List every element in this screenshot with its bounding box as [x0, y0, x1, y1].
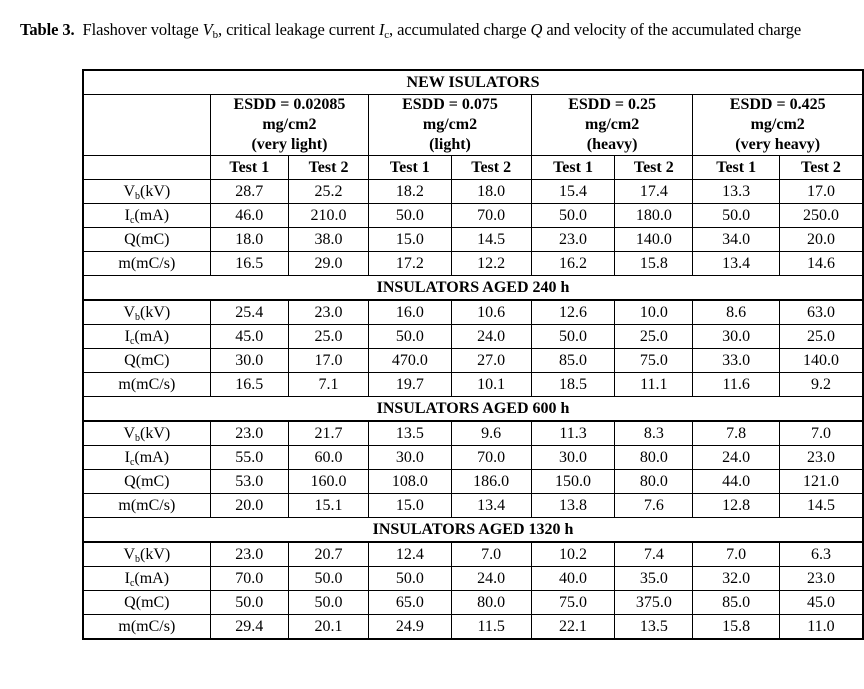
- value-cell: 13.4: [693, 252, 780, 276]
- value-cell: 15.0: [369, 494, 451, 518]
- value-cell: 375.0: [615, 591, 693, 615]
- section-title-row: [83, 397, 863, 422]
- value-cell: 186.0: [451, 470, 531, 494]
- value-cell: 24.0: [451, 325, 531, 349]
- value-cell: 16.2: [531, 252, 614, 276]
- value-cell: 10.0: [615, 300, 693, 325]
- esdd-header: [210, 95, 368, 156]
- value-cell: 13.5: [369, 421, 451, 446]
- value-cell: 25.2: [288, 180, 368, 204]
- value-cell: 50.0: [369, 204, 451, 228]
- test-header-row: [83, 156, 863, 180]
- table-row: [83, 325, 863, 349]
- value-cell: 15.4: [531, 180, 614, 204]
- param-symbol: Q: [124, 593, 136, 611]
- value-cell: 17.4: [615, 180, 693, 204]
- table-row: [83, 567, 863, 591]
- param-label: [83, 325, 210, 349]
- value-cell: 30.0: [693, 325, 780, 349]
- param-symbol: V: [123, 182, 136, 200]
- value-cell: 25.0: [615, 325, 693, 349]
- param-symbol: Q: [124, 351, 136, 369]
- value-cell: 24.0: [451, 567, 531, 591]
- param-unit: (mA): [134, 448, 170, 466]
- caption-i-sub: c: [384, 29, 390, 41]
- param-unit: (kV): [140, 182, 171, 200]
- caption-v-sub: b: [212, 29, 219, 41]
- esdd-header: [369, 95, 532, 156]
- caption-label: Table 3.: [20, 20, 75, 39]
- esdd-header-line3: (very light): [251, 136, 328, 153]
- value-cell: 11.1: [615, 373, 693, 397]
- table-row: [83, 421, 863, 446]
- value-cell: 13.5: [615, 615, 693, 640]
- param-symbol: Q: [124, 230, 136, 248]
- section-title: NEW ISULATORS: [83, 70, 863, 95]
- value-cell: 7.4: [615, 542, 693, 567]
- value-cell: 10.6: [451, 300, 531, 325]
- value-cell: 50.0: [531, 204, 614, 228]
- value-cell: 40.0: [531, 567, 614, 591]
- param-symbol: V: [123, 545, 136, 563]
- param-subscript: c: [129, 577, 135, 589]
- value-cell: 14.6: [779, 252, 863, 276]
- value-cell: 18.2: [369, 180, 451, 204]
- value-cell: 17.0: [779, 180, 863, 204]
- param-subscript: b: [135, 190, 141, 202]
- esdd-header-line3: (very heavy): [735, 136, 821, 153]
- value-cell: 7.1: [288, 373, 368, 397]
- table-row: [83, 180, 863, 204]
- param-label: [83, 180, 210, 204]
- value-cell: 22.1: [531, 615, 614, 640]
- value-cell: 13.4: [451, 494, 531, 518]
- value-cell: 80.0: [615, 446, 693, 470]
- value-cell: 11.6: [693, 373, 780, 397]
- param-unit: (mC/s): [130, 617, 176, 635]
- value-cell: 34.0: [693, 228, 780, 252]
- param-symbol: I: [124, 448, 130, 466]
- value-cell: 50.0: [369, 325, 451, 349]
- value-cell: 180.0: [615, 204, 693, 228]
- value-cell: 12.6: [531, 300, 614, 325]
- test-header: Test 2: [288, 156, 368, 180]
- param-symbol: I: [124, 569, 130, 587]
- esdd-header-line1: ESDD = 0.075: [402, 96, 498, 113]
- table-row: [83, 204, 863, 228]
- value-cell: 210.0: [288, 204, 368, 228]
- value-cell: 18.0: [210, 228, 288, 252]
- param-label: [83, 300, 210, 325]
- value-cell: 50.0: [288, 591, 368, 615]
- param-subscript: b: [135, 553, 141, 565]
- value-cell: 19.7: [369, 373, 451, 397]
- section-title-row: [83, 276, 863, 301]
- esdd-header-line3: (heavy): [586, 136, 638, 153]
- section-title-row: [83, 518, 863, 543]
- value-cell: 20.1: [288, 615, 368, 640]
- value-cell: 85.0: [693, 591, 780, 615]
- param-subscript: c: [129, 335, 135, 347]
- value-cell: 29.0: [288, 252, 368, 276]
- caption-q-symbol: Q: [530, 20, 543, 39]
- section-title-row: [83, 70, 863, 95]
- value-cell: 25.0: [288, 325, 368, 349]
- empty-header-cell: [83, 95, 210, 156]
- value-cell: 23.0: [210, 542, 288, 567]
- param-label: [83, 228, 210, 252]
- value-cell: 75.0: [615, 349, 693, 373]
- param-symbol: m: [118, 496, 131, 514]
- table-row: [83, 591, 863, 615]
- value-cell: 16.5: [210, 252, 288, 276]
- param-label: [83, 615, 210, 640]
- value-cell: 14.5: [451, 228, 531, 252]
- value-cell: 12.8: [693, 494, 780, 518]
- esdd-header-line2: mg/cm2: [585, 116, 640, 133]
- value-cell: 17.2: [369, 252, 451, 276]
- value-cell: 21.7: [288, 421, 368, 446]
- value-cell: 7.0: [451, 542, 531, 567]
- table-row: [83, 252, 863, 276]
- esdd-header-line2: mg/cm2: [422, 116, 478, 133]
- value-cell: 15.1: [288, 494, 368, 518]
- param-label: [83, 252, 210, 276]
- test-header: Test 2: [779, 156, 863, 180]
- value-cell: 20.0: [779, 228, 863, 252]
- table-row: [83, 300, 863, 325]
- value-cell: 10.1: [451, 373, 531, 397]
- value-cell: 80.0: [615, 470, 693, 494]
- table-row: [83, 470, 863, 494]
- test-header: Test 2: [615, 156, 693, 180]
- value-cell: 20.0: [210, 494, 288, 518]
- value-cell: 20.7: [288, 542, 368, 567]
- param-unit: (mC/s): [130, 496, 176, 514]
- value-cell: 12.4: [369, 542, 451, 567]
- value-cell: 15.0: [369, 228, 451, 252]
- value-cell: 11.3: [531, 421, 614, 446]
- value-cell: 7.0: [779, 421, 863, 446]
- value-cell: 250.0: [779, 204, 863, 228]
- table-caption: [20, 20, 801, 40]
- value-cell: 150.0: [531, 470, 614, 494]
- value-cell: 55.0: [210, 446, 288, 470]
- value-cell: 50.0: [531, 325, 614, 349]
- param-symbol: Q: [124, 472, 136, 490]
- esdd-header-line1: ESDD = 0.25: [568, 96, 656, 113]
- table-row: [83, 228, 863, 252]
- test-header: Test 1: [210, 156, 288, 180]
- value-cell: 12.2: [451, 252, 531, 276]
- value-cell: 9.2: [779, 373, 863, 397]
- value-cell: 45.0: [210, 325, 288, 349]
- param-symbol: V: [123, 303, 136, 321]
- caption-text-before: Flashover voltage: [82, 20, 203, 39]
- esdd-header-row: [83, 95, 863, 156]
- value-cell: 50.0: [693, 204, 780, 228]
- param-symbol: I: [124, 327, 130, 345]
- table-row: [83, 615, 863, 640]
- value-cell: 13.8: [531, 494, 614, 518]
- value-cell: 44.0: [693, 470, 780, 494]
- value-cell: 140.0: [615, 228, 693, 252]
- value-cell: 6.3: [779, 542, 863, 567]
- value-cell: 32.0: [693, 567, 780, 591]
- value-cell: 46.0: [210, 204, 288, 228]
- table-row: [83, 542, 863, 567]
- value-cell: 8.3: [615, 421, 693, 446]
- esdd-header: [531, 95, 693, 156]
- value-cell: 60.0: [288, 446, 368, 470]
- param-unit: (mC/s): [130, 254, 176, 272]
- param-label: [83, 542, 210, 567]
- test-header: Test 1: [693, 156, 780, 180]
- value-cell: 470.0: [369, 349, 451, 373]
- value-cell: 17.0: [288, 349, 368, 373]
- value-cell: 45.0: [779, 591, 863, 615]
- value-cell: 23.0: [288, 300, 368, 325]
- value-cell: 28.7: [210, 180, 288, 204]
- esdd-header-line2: mg/cm2: [262, 116, 317, 133]
- param-symbol: m: [118, 254, 131, 272]
- caption-text-mid2: , accumulated charge: [389, 20, 531, 39]
- test-header: Test 1: [369, 156, 451, 180]
- param-unit: (mC): [135, 472, 170, 490]
- value-cell: 33.0: [693, 349, 780, 373]
- value-cell: 121.0: [779, 470, 863, 494]
- value-cell: 70.0: [451, 204, 531, 228]
- param-unit: (mC): [135, 351, 170, 369]
- table-body: [83, 70, 863, 639]
- param-symbol: I: [124, 206, 130, 224]
- section-title: INSULATORS AGED 240 h: [83, 276, 863, 301]
- value-cell: 11.5: [451, 615, 531, 640]
- param-label: [83, 494, 210, 518]
- value-cell: 65.0: [369, 591, 451, 615]
- value-cell: 7.0: [693, 542, 780, 567]
- value-cell: 35.0: [615, 567, 693, 591]
- value-cell: 25.4: [210, 300, 288, 325]
- value-cell: 30.0: [369, 446, 451, 470]
- caption-v-symbol: V: [202, 20, 213, 39]
- param-unit: (mC): [135, 593, 170, 611]
- value-cell: 75.0: [531, 591, 614, 615]
- param-label: [83, 591, 210, 615]
- param-label: [83, 567, 210, 591]
- value-cell: 53.0: [210, 470, 288, 494]
- caption-text-after: and velocity of the accumulated charge: [542, 20, 802, 39]
- table-row: [83, 349, 863, 373]
- value-cell: 23.0: [779, 567, 863, 591]
- esdd-header-line1: ESDD = 0.425: [729, 96, 826, 113]
- param-label: [83, 421, 210, 446]
- value-cell: 15.8: [693, 615, 780, 640]
- value-cell: 50.0: [369, 567, 451, 591]
- esdd-header-line3: (light): [429, 136, 471, 153]
- value-cell: 29.4: [210, 615, 288, 640]
- esdd-header-line2: mg/cm2: [750, 116, 805, 133]
- value-cell: 15.8: [615, 252, 693, 276]
- table-row: [83, 446, 863, 470]
- section-title: INSULATORS AGED 600 h: [83, 397, 863, 422]
- empty-header-cell: [83, 156, 210, 180]
- param-label: [83, 373, 210, 397]
- param-label: [83, 349, 210, 373]
- param-unit: (mA): [134, 327, 170, 345]
- value-cell: 70.0: [210, 567, 288, 591]
- value-cell: 30.0: [531, 446, 614, 470]
- param-subscript: b: [135, 432, 141, 444]
- param-symbol: V: [123, 424, 136, 442]
- param-unit: (mA): [134, 206, 170, 224]
- value-cell: 13.3: [693, 180, 780, 204]
- value-cell: 63.0: [779, 300, 863, 325]
- param-symbol: m: [118, 617, 131, 635]
- param-label: [83, 204, 210, 228]
- param-unit: (mA): [134, 569, 170, 587]
- param-unit: (kV): [140, 424, 171, 442]
- value-cell: 24.0: [693, 446, 780, 470]
- param-unit: (mC): [135, 230, 170, 248]
- esdd-header: [693, 95, 863, 156]
- value-cell: 11.0: [779, 615, 863, 640]
- value-cell: 70.0: [451, 446, 531, 470]
- test-header: Test 1: [531, 156, 614, 180]
- param-label: [83, 470, 210, 494]
- section-title: INSULATORS AGED 1320 h: [83, 518, 863, 543]
- param-symbol: m: [118, 375, 131, 393]
- value-cell: 16.5: [210, 373, 288, 397]
- value-cell: 140.0: [779, 349, 863, 373]
- value-cell: 23.0: [779, 446, 863, 470]
- table-row: [83, 373, 863, 397]
- value-cell: 24.9: [369, 615, 451, 640]
- esdd-header-line1: ESDD = 0.02085: [233, 96, 346, 113]
- value-cell: 50.0: [288, 567, 368, 591]
- value-cell: 10.2: [531, 542, 614, 567]
- value-cell: 27.0: [451, 349, 531, 373]
- value-cell: 23.0: [210, 421, 288, 446]
- param-unit: (kV): [140, 545, 171, 563]
- value-cell: 14.5: [779, 494, 863, 518]
- value-cell: 16.0: [369, 300, 451, 325]
- value-cell: 7.6: [615, 494, 693, 518]
- value-cell: 8.6: [693, 300, 780, 325]
- test-header: Test 2: [451, 156, 531, 180]
- param-unit: (kV): [140, 303, 171, 321]
- value-cell: 85.0: [531, 349, 614, 373]
- value-cell: 80.0: [451, 591, 531, 615]
- table-row: [83, 494, 863, 518]
- value-cell: 38.0: [288, 228, 368, 252]
- value-cell: 160.0: [288, 470, 368, 494]
- value-cell: 7.8: [693, 421, 780, 446]
- value-cell: 18.0: [451, 180, 531, 204]
- param-subscript: c: [129, 214, 135, 226]
- value-cell: 18.5: [531, 373, 614, 397]
- value-cell: 25.0: [779, 325, 863, 349]
- param-subscript: b: [135, 311, 141, 323]
- param-unit: (mC/s): [130, 375, 176, 393]
- param-label: [83, 446, 210, 470]
- value-cell: 50.0: [210, 591, 288, 615]
- value-cell: 108.0: [369, 470, 451, 494]
- caption-text-mid1: , critical leakage current: [218, 20, 379, 39]
- data-table: [82, 69, 864, 640]
- caption-i-symbol: I: [378, 20, 385, 39]
- param-subscript: c: [129, 456, 135, 468]
- value-cell: 30.0: [210, 349, 288, 373]
- value-cell: 23.0: [531, 228, 614, 252]
- value-cell: 9.6: [451, 421, 531, 446]
